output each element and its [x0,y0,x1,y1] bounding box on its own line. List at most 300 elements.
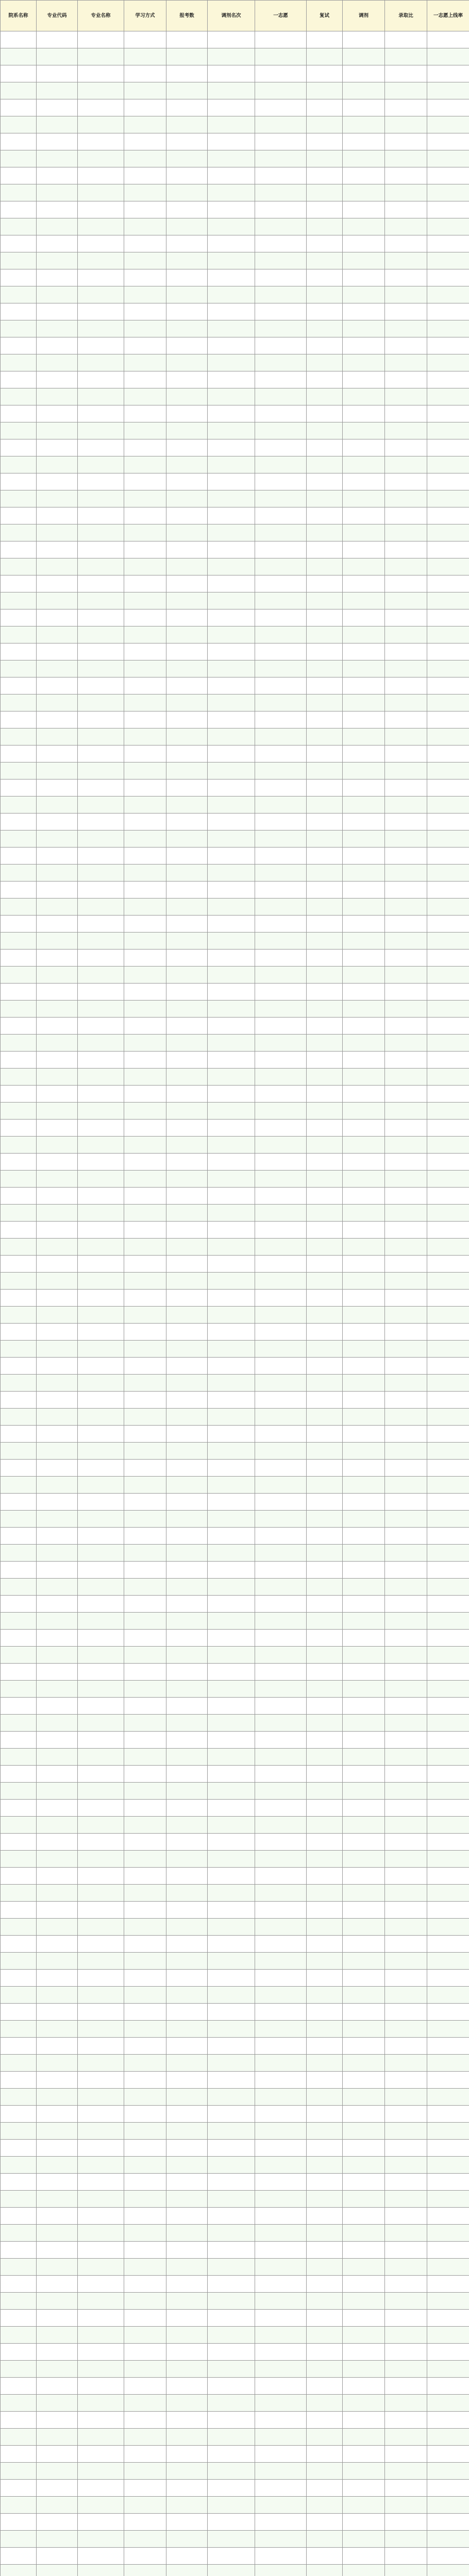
table-cell [124,1936,166,1953]
table-cell [124,1426,166,1443]
table-cell [78,1341,124,1358]
table-cell [343,1205,385,1222]
table-cell [37,1358,78,1375]
table-cell [255,371,307,388]
table-cell [1,2004,37,2021]
table-cell [307,1800,343,1817]
table-cell [427,1392,469,1409]
table-cell [37,1460,78,1477]
table-cell [255,1460,307,1477]
table-cell [78,865,124,882]
table-cell [166,2004,208,2021]
table-cell [307,371,343,388]
table-cell [208,2531,255,2548]
table-cell [255,1681,307,1698]
table-cell [427,1868,469,1885]
table-cell [208,2123,255,2140]
table-cell [78,1001,124,1018]
table-cell [166,1987,208,2004]
table-cell [78,899,124,916]
table-cell [78,1290,124,1307]
table-cell [255,1409,307,1426]
table-cell [255,1392,307,1409]
table-cell [427,1358,469,1375]
table-cell [307,1205,343,1222]
table-cell [255,48,307,65]
table-cell [343,1477,385,1494]
table-cell [124,2463,166,2480]
table-cell [166,1120,208,1137]
table-cell [208,1222,255,1239]
table-cell [343,2361,385,2378]
table-cell [78,524,124,541]
table-cell [208,1086,255,1103]
table-cell [427,524,469,541]
table-cell [37,405,78,422]
table-cell [1,405,37,422]
table-cell [166,831,208,848]
table-cell [37,1222,78,1239]
table-cell [255,2004,307,2021]
table-cell [307,643,343,660]
table-cell [124,337,166,354]
table-cell [166,1681,208,1698]
table-cell [78,814,124,831]
table-cell [427,320,469,337]
table-cell [427,899,469,916]
table-cell [255,1562,307,1579]
table-cell [343,899,385,916]
table-cell [78,286,124,303]
table-cell [307,2497,343,2514]
table-cell [307,728,343,745]
table-cell [124,831,166,848]
table-cell [255,728,307,745]
table-cell [208,1936,255,1953]
table-cell [385,388,427,405]
table-cell [37,1511,78,1528]
table-cell [1,2174,37,2191]
table-cell [78,1324,124,1341]
table-cell [124,201,166,218]
table-cell [78,626,124,643]
table-cell [1,303,37,320]
table-cell [307,303,343,320]
table-cell [78,2208,124,2225]
table-cell [385,82,427,99]
table-cell [343,2123,385,2140]
table-cell [307,337,343,354]
table-cell [124,745,166,762]
table-cell [385,677,427,694]
table-cell [255,1171,307,1188]
table-cell [166,2463,208,2480]
table-cell [1,745,37,762]
table-cell [1,1460,37,1477]
table-cell [208,2242,255,2259]
table-cell [255,150,307,167]
table-cell [208,933,255,950]
table-cell [427,1273,469,1290]
table-cell [37,1375,78,1392]
table-cell [37,609,78,626]
table-cell [343,2565,385,2576]
table-cell [427,814,469,831]
table-cell [307,1375,343,1392]
table-cell [307,1239,343,1256]
table-cell [255,643,307,660]
table-cell [37,1783,78,1800]
table-cell [78,984,124,1001]
table-cell [37,2004,78,2021]
table-cell [427,1001,469,1018]
table-cell [427,745,469,762]
table-cell [78,1171,124,1188]
table-cell [37,882,78,899]
table-cell [37,1477,78,1494]
table-cell [385,2174,427,2191]
table-cell [385,2055,427,2072]
table-cell [1,65,37,82]
table-cell [37,1834,78,1851]
table-cell [78,456,124,473]
table-cell [427,1630,469,1647]
table-cell [1,1545,37,1562]
table-cell [166,1069,208,1086]
table-cell [255,2055,307,2072]
table-cell [343,65,385,82]
table-cell [78,65,124,82]
table-cell [255,1358,307,1375]
table-cell [166,1171,208,1188]
table-cell [385,882,427,899]
table-cell [307,1358,343,1375]
table-cell [255,677,307,694]
table-cell [78,388,124,405]
table-cell [166,796,208,814]
table-cell [255,1477,307,1494]
table-cell [255,1239,307,1256]
table-cell [255,2276,307,2293]
table-cell [208,1596,255,1613]
table-cell [307,473,343,490]
column-header: 调剂名次 [208,1,255,31]
table-cell [124,1817,166,1834]
table-cell [343,2242,385,2259]
table-cell [343,1902,385,1919]
table-cell [343,201,385,218]
table-cell [37,99,78,116]
table-cell [307,2310,343,2327]
table-cell [307,1817,343,1834]
table-cell [78,31,124,48]
table-cell [307,1596,343,1613]
table-cell [1,865,37,882]
table-cell [1,677,37,694]
table-cell [255,1205,307,1222]
table-cell [166,541,208,558]
table-cell [1,1749,37,1766]
table-cell [37,916,78,933]
table-cell [124,796,166,814]
table-cell [427,82,469,99]
table-cell [385,2106,427,2123]
table-cell [255,1222,307,1239]
table-cell [208,1307,255,1324]
table-cell [255,541,307,558]
table-cell [307,1290,343,1307]
table-cell [255,1154,307,1171]
table-cell [124,660,166,677]
table-cell [124,1154,166,1171]
table-cell [208,1205,255,1222]
table-cell [78,1545,124,1562]
table-cell [124,184,166,201]
table-cell [78,269,124,286]
table-cell [208,422,255,439]
table-cell [124,1868,166,1885]
table-cell [78,1409,124,1426]
table-cell [166,2021,208,2038]
table-cell [427,1970,469,1987]
table-cell [385,1358,427,1375]
table-cell [124,439,166,456]
table-cell [37,201,78,218]
table-cell [255,950,307,967]
table-cell [166,2497,208,2514]
table-cell [255,2106,307,2123]
table-cell [208,1732,255,1749]
table-cell [37,1426,78,1443]
table-cell [343,1936,385,1953]
table-cell [385,269,427,286]
table-cell [37,2446,78,2463]
table-cell [427,1664,469,1681]
table-cell [166,592,208,609]
table-cell [208,2055,255,2072]
table-cell [385,2531,427,2548]
table-cell [1,116,37,133]
table-cell [37,252,78,269]
table-cell [427,201,469,218]
table-cell [307,320,343,337]
table-cell [307,1851,343,1868]
table-cell [78,1919,124,1936]
table-cell [255,1970,307,1987]
table-cell [427,1052,469,1069]
table-cell [208,1324,255,1341]
table-cell [255,405,307,422]
table-cell [1,1851,37,1868]
table-cell [166,643,208,660]
table-cell [37,2208,78,2225]
table-cell [166,1086,208,1103]
table-cell [166,1766,208,1783]
table-cell [307,1460,343,1477]
table-cell [208,2446,255,2463]
table-cell [166,1324,208,1341]
table-cell [427,2157,469,2174]
table-cell [1,2123,37,2140]
table-cell [208,2089,255,2106]
table-cell [208,2480,255,2497]
table-cell [307,2293,343,2310]
table-cell [385,1885,427,1902]
table-cell [255,711,307,728]
table-cell [1,814,37,831]
table-cell [307,1392,343,1409]
table-cell [124,967,166,984]
table-cell [78,422,124,439]
table-cell [1,286,37,303]
table-cell [307,2004,343,2021]
table-cell [78,916,124,933]
table-cell [124,218,166,235]
table-cell [307,1001,343,1018]
table-cell [385,116,427,133]
table-cell [343,133,385,150]
table-cell [307,1783,343,1800]
table-cell [255,2225,307,2242]
table-cell [343,1715,385,1732]
table-cell [124,99,166,116]
table-cell [208,1120,255,1137]
table-cell [78,1613,124,1630]
table-cell [343,1987,385,2004]
table-cell [307,1630,343,1647]
table-cell [208,1154,255,1171]
table-cell [166,2089,208,2106]
table-cell [166,235,208,252]
table-cell [427,473,469,490]
table-cell [208,2548,255,2565]
table-cell [343,2259,385,2276]
table-cell [1,184,37,201]
table-cell [343,1528,385,1545]
table-cell [124,2378,166,2395]
table-cell [343,2429,385,2446]
table-cell [255,2259,307,2276]
table-cell [166,865,208,882]
table-cell [124,524,166,541]
column-header: 复试 [307,1,343,31]
table-cell [343,1358,385,1375]
table-cell [427,99,469,116]
table-cell [307,541,343,558]
table-cell [1,252,37,269]
table-cell [255,2463,307,2480]
table-cell [78,2446,124,2463]
table-cell [343,1392,385,1409]
table-cell [78,745,124,762]
table-cell [255,848,307,865]
table-cell [208,1885,255,1902]
table-cell [78,2344,124,2361]
table-cell [427,405,469,422]
table-cell [37,1052,78,1069]
table-cell [255,1324,307,1341]
table-cell [1,1307,37,1324]
table-cell [166,2514,208,2531]
table-cell [1,490,37,507]
table-cell [307,1494,343,1511]
table-cell [343,2395,385,2412]
table-cell [37,1171,78,1188]
table-cell [124,2004,166,2021]
table-cell [1,626,37,643]
table-cell [307,405,343,422]
table-cell [343,354,385,371]
table-cell [208,1579,255,1596]
table-cell [343,1273,385,1290]
table-cell [385,2327,427,2344]
table-cell [78,2021,124,2038]
table-cell [427,1528,469,1545]
table-cell [343,2531,385,2548]
table-cell [37,1443,78,1460]
table-cell [255,1103,307,1120]
table-cell [385,1953,427,1970]
table-cell [1,235,37,252]
table-cell [37,814,78,831]
table-cell [208,2004,255,2021]
table-cell [255,2021,307,2038]
table-cell [208,1766,255,1783]
table-cell [124,2480,166,2497]
table-cell [208,303,255,320]
table-cell [1,133,37,150]
table-cell [166,99,208,116]
table-cell [166,1970,208,1987]
table-cell [427,371,469,388]
table-cell [307,882,343,899]
table-cell [255,2446,307,2463]
table-cell [78,1851,124,1868]
table-cell [307,575,343,592]
table-cell [208,1239,255,1256]
table-cell [124,48,166,65]
table-cell [37,2021,78,2038]
table-cell [427,1987,469,2004]
table-cell [78,1494,124,1511]
table-cell [37,950,78,967]
table-cell [37,2531,78,2548]
table-cell [166,1851,208,1868]
table-cell [385,2480,427,2497]
table-cell [427,848,469,865]
table-cell [427,2463,469,2480]
table-cell [255,745,307,762]
table-cell [1,541,37,558]
table-cell [78,2429,124,2446]
table-cell [307,1936,343,1953]
table-cell [166,2259,208,2276]
table-cell [343,1324,385,1341]
table-cell [166,1664,208,1681]
table-cell [343,2055,385,2072]
table-cell [78,1188,124,1205]
table-cell [208,354,255,371]
table-cell [1,473,37,490]
table-cell [255,201,307,218]
table-cell [37,1239,78,1256]
table-cell [166,1698,208,1715]
table-cell [124,1443,166,1460]
table-cell [1,1817,37,1834]
table-cell [124,1205,166,1222]
table-cell [208,1800,255,1817]
table-cell [166,286,208,303]
